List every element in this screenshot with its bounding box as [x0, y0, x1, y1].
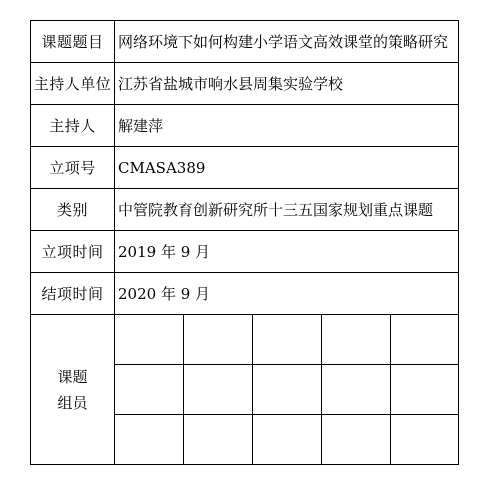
member-cell	[391, 315, 459, 365]
member-cell	[115, 315, 184, 365]
member-cell	[322, 415, 391, 465]
member-cell	[322, 315, 391, 365]
completion-time-label: 结项时间	[31, 273, 115, 315]
completion-time-value: 2020 年 9 月	[115, 273, 459, 315]
host-label: 主持人	[31, 105, 115, 147]
row-project-number	[31, 147, 459, 189]
row-host-unit	[31, 63, 459, 105]
member-cell	[253, 365, 322, 415]
row-approval-time	[31, 231, 459, 273]
member-cell	[391, 365, 459, 415]
category-label: 类别	[31, 189, 115, 231]
row-completion-time	[31, 273, 459, 315]
member-cell	[184, 315, 253, 365]
topic-value: 网络环境下如何构建小学语文高效课堂的策略研究	[115, 21, 459, 63]
member-cell	[253, 415, 322, 465]
members-label-line1: 课题	[57, 367, 88, 386]
project-info-table	[30, 20, 459, 465]
approval-time-label: 立项时间	[31, 231, 115, 273]
row-category	[31, 189, 459, 231]
host-unit-value: 江苏省盐城市响水县周集实验学校	[115, 63, 459, 105]
row-host	[31, 105, 459, 147]
member-row-1	[31, 315, 459, 365]
category-value: 中管院教育创新研究所十三五国家规划重点课题	[115, 189, 459, 231]
row-topic	[31, 21, 459, 63]
host-value: 解建萍	[115, 105, 459, 147]
member-cell	[253, 315, 322, 365]
topic-label: 课题题目	[31, 21, 115, 63]
member-cell	[115, 365, 184, 415]
members-label-line2: 组员	[57, 393, 88, 412]
member-cell	[391, 415, 459, 465]
host-unit-label: 主持人单位	[31, 63, 115, 105]
approval-time-value: 2019 年 9 月	[115, 231, 459, 273]
member-cell	[322, 365, 391, 415]
project-number-label: 立项号	[31, 147, 115, 189]
project-number-value: CMASA389	[115, 147, 459, 189]
member-cell	[184, 365, 253, 415]
member-cell	[184, 415, 253, 465]
member-cell	[115, 415, 184, 465]
members-label	[31, 315, 115, 465]
